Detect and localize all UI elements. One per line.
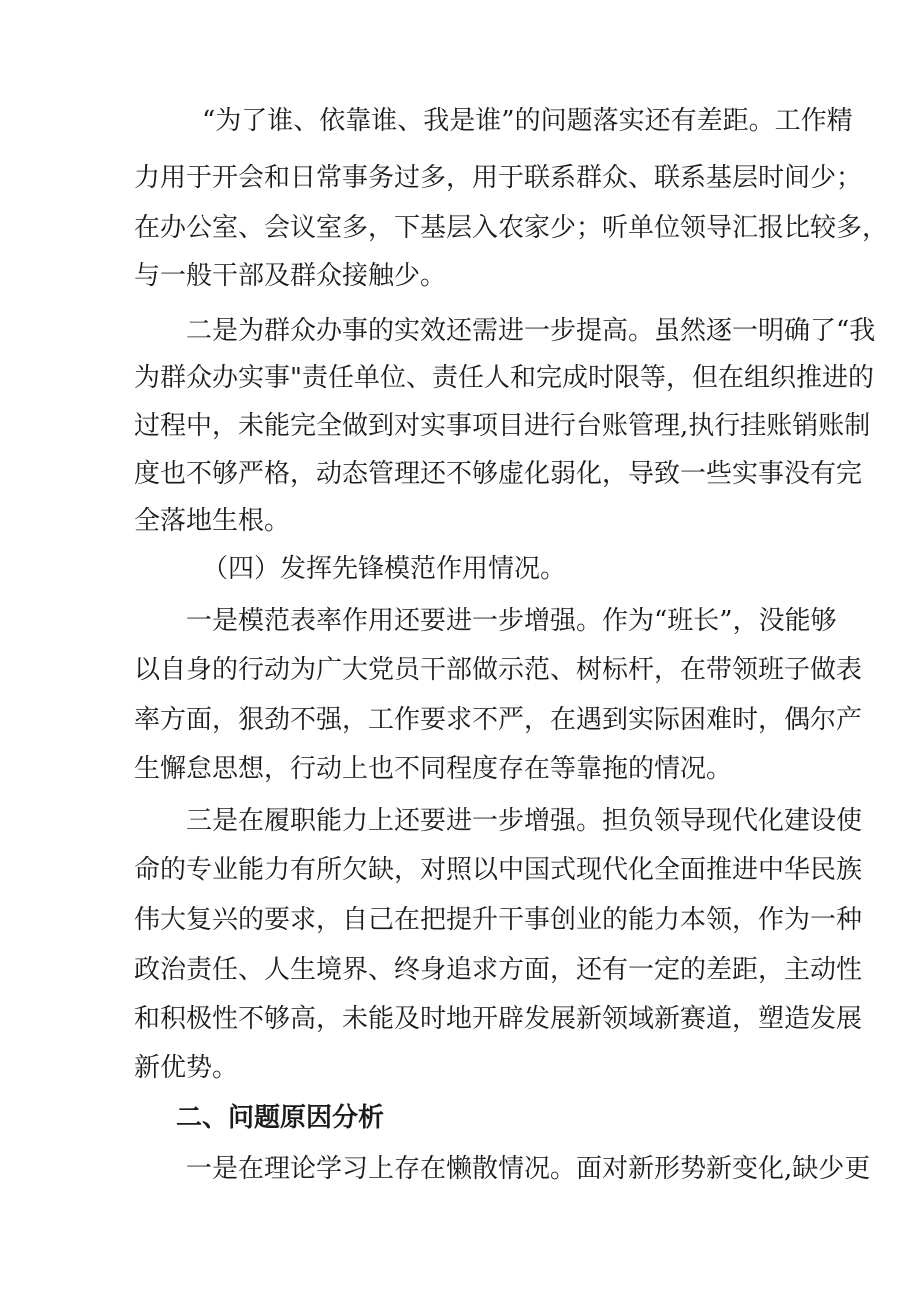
paragraph-line-17: 伟大复兴的要求，自己在把提升干事创业的能力本领，作为一种: [134, 905, 863, 935]
paragraph-line-20: 新优势。: [134, 1053, 239, 1083]
paragraph-line-18: 政治责任、人生境界、终身追求方面，还有一定的差距，主动性: [134, 955, 863, 985]
paragraph-line-1: “为了谁、依靠谁、我是谁”的问题落实还有差距。工作精: [202, 106, 853, 136]
paragraph-line-11: 一是模范表率作用还要进一步增强。作为“班长”，没能够: [186, 606, 837, 636]
paragraph-line-7: 过程中，未能完全做到对实事项目进行台账管理,执行挂账销账制: [134, 411, 871, 441]
section-heading-four: （四）发挥先锋模范作用情况。: [202, 554, 567, 584]
paragraph-line-12: 以自身的行动为广大党员干部做示范、树标杆，在带领班子做表: [134, 655, 863, 685]
paragraph-line-14: 生懈怠思想，行动上也不同程度存在等靠拖的情况。: [134, 754, 733, 784]
paragraph-line-19: 和积极性不够高，未能及时地开辟发展新领域新赛道，塑造发展: [134, 1004, 863, 1034]
paragraph-line-4: 与一般干部及群众接触少。: [134, 261, 447, 291]
paragraph-line-15: 三是在履职能力上还要进一步增强。担负领导现代化建设使: [186, 806, 863, 836]
paragraph-line-9: 全落地生根。: [134, 506, 291, 536]
paragraph-line-2: 力用于开会和日常事务过多，用于联系群众、联系基层时间少；: [134, 163, 863, 193]
section-heading-problem-analysis: 二、问题原因分析: [176, 1103, 385, 1133]
paragraph-line-13: 率方面，狠劲不强，工作要求不严，在遇到实际困难时，偶尔产: [134, 705, 863, 735]
paragraph-line-3: 在办公室、会议室多，下基层入农家少；听单位领导汇报比较多，: [134, 213, 889, 243]
paragraph-line-8: 度也不够严格，动态管理还不够虚化弱化，导致一些实事没有完: [134, 459, 863, 489]
paragraph-line-16: 命的专业能力有所欠缺，对照以中国式现代化全面推进中华民族: [134, 855, 863, 885]
paragraph-line-6: 为群众办实事"责任单位、责任人和完成时限等，但在组织推进的: [134, 363, 874, 393]
paragraph-line-5: 二是为群众办事的实效还需进一步提高。虽然逐一明确了“我: [186, 316, 876, 346]
paragraph-line-22: 一是在理论学习上存在懒散情况。面对新形势新变化,缺少更: [186, 1154, 871, 1184]
